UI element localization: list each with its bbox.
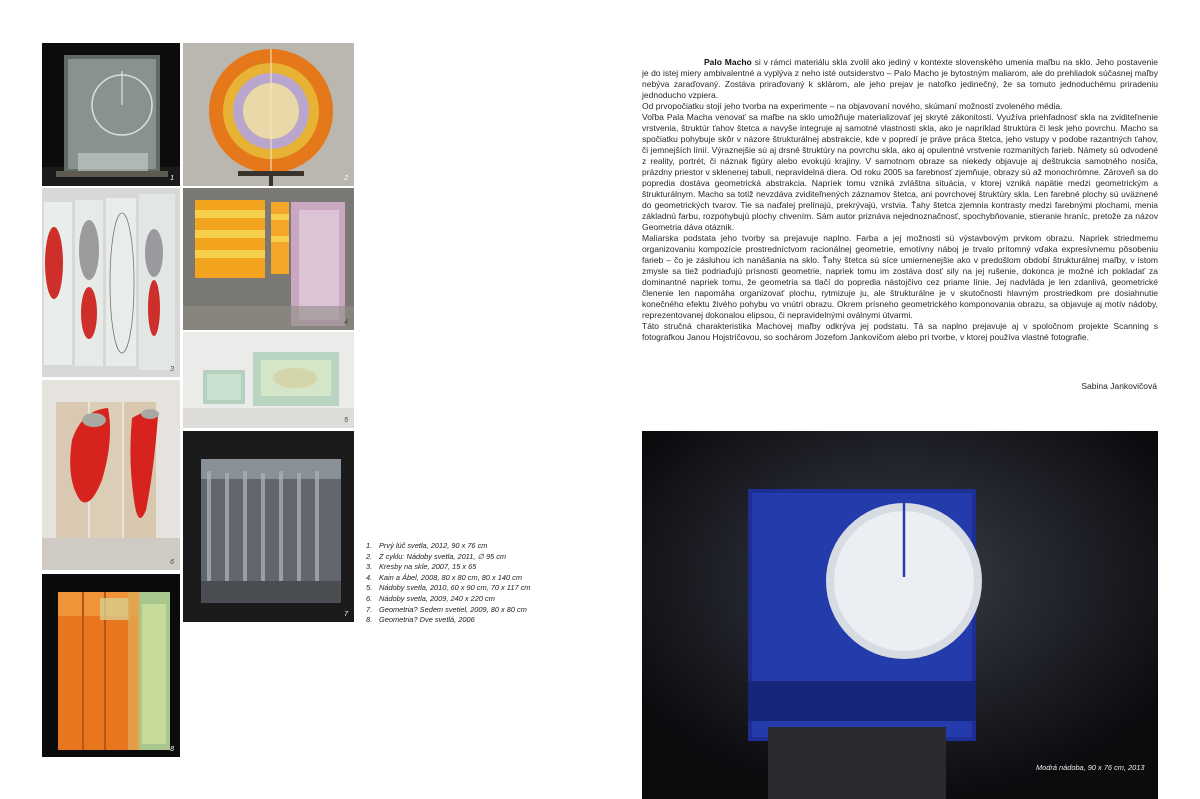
- paragraph: Maliarska podstata jeho tvorby sa prejavuje naplno. Farba a jej možnosti sú výstavbovým prvkom obrazu. Napriek striedmemu organizovaniu kompozície prostredníctvom racionálnej geometrie, emotívny náboj je trvalo prítomný vďaka expresívnemu pôsobeniu farieb – čo je zásluhou ich nanášania na sklo. Ťahy štetca sú síce umiernenejšie ako v predošlom období štrukturálnej maľby, v istom zmysle sa tiež podriaďujú prísnosti geometrie, napriek tomu im zostáva dosť sily na jej rušenie, dokonca je možné ich pokladať za dominantné napriek tomu, že geometria sa tlačí do popredia nástojčivo cez priame línie. Jej nadvláda je len zdanlivá, geometrické členenie len napomáha organizovať plochu, rytmizuje ju, ale štrukturálne je v skutočnosti hlavným prostriedkom pre dosiahnutie konečného efektu živého pohybu vo vnútri obrazu. Okrem prísneho geometrického komponovania obrazu, sa objavuje aj motív nádoby, reprezentovanej dokonalou elipsou, či nepravidelnými oválnymi útvarmi.: [642, 233, 1158, 320]
- author-signature: Sabina Jankovičová: [1081, 381, 1157, 391]
- artist-name: Palo Macho: [704, 57, 752, 67]
- article-text: [642, 57, 1158, 343]
- caption-item: 8. Geometria? Dve svetlá, 2006: [366, 615, 475, 625]
- artwork-photo-4: [183, 188, 354, 330]
- artwork-photo-large: [642, 431, 1158, 799]
- photo-number: 1: [170, 175, 174, 182]
- artwork-photo-3: [42, 188, 180, 377]
- caption-item: 4. Kain a Ábel, 2008, 80 x 80 cm, 80 x 140 cm: [366, 572, 522, 582]
- photo-number: 6: [170, 559, 174, 566]
- caption-item: 6. Nádoby svetla, 2009, 240 x 220 cm: [366, 593, 495, 603]
- photo-number: 3: [170, 366, 174, 373]
- caption-item: 2. Z cyklu: Nádoby svetla, 2011, ∅ 95 cm: [366, 551, 507, 561]
- intro-paragraph: Palo Macho si v rámci materiálu skla zvolil ako jediný v kontexte slovenského umenia maľbu na sklo. Jeho postavenie je do istej miery ambivalentné a vyplýva z neho isté outsiderstvo – Palo Macho je bytostným maliarom, ale do prehliadok súčasnej maľby nebýva zaraďovaný. Zostáva priraďovaný k sklárom, ale jeho prejav je natoľko jedinečný, že sa tomuto jednoduchému priradeniu jednoducho vzpiera.: [642, 57, 1158, 100]
- caption-item: 1. Prvý lúč svetla, 2012, 90 x 76 cm: [366, 541, 488, 550]
- photo-number: 7: [344, 611, 348, 618]
- artwork-photo-2: [183, 43, 354, 186]
- caption-item: 3. Kresby na skle, 2007, 15 x 65: [366, 562, 477, 572]
- artwork-photo-8: [42, 574, 180, 757]
- photo-number: 2: [344, 175, 348, 182]
- large-photo-caption: Modrá nádoba, 90 x 76 cm, 2013: [1036, 763, 1145, 772]
- artwork-photo-7: [183, 431, 354, 622]
- photo-number: 4: [344, 319, 348, 326]
- caption-item: 7. Geometria? Sedem svetiel, 2009, 80 x 80 cm: [366, 604, 527, 614]
- artwork-photo-6: [42, 380, 180, 570]
- paragraph: Táto stručná charakteristika Machovej maľby odkrýva jej podstatu. Tá sa naplno prejavuje aj v spoločnom projekte Scanning s fotografkou Janou Hojstričovou, so sochárom Jozefom Jankovičom alebo pri tvorbe, v ktorej používa vlastné fotografie.: [642, 321, 1158, 342]
- photo-number: 8: [170, 746, 174, 753]
- paragraph: Voľba Pala Macha venovať sa maľbe na sklo umožňuje materializovať jej skryté zákonitosti. Využíva priehľadnosť skla na zviditeľnenie vrstvenia, štruktúr ťahov štetca a navyše integruje aj samotné vlastnosti skla, ako je napríklad štruktúra či lesk jeho povrchu. Macho sa spočiatku pohybuje skôr v názore štrukturálnej abstrakcie, kde v popredí je práve práca štetca, jeho vstupy v podobe razantných ťahov, či jemnejších línií. Výraznejšie sú aj drsné štruktúry na povrchu skla, ako aj opulentné vrstvenie rozmanitých farieb. Námety sú odvodené z reality, portrét, či náznak figúry alebo evokujú krajiny. V samotnom obraze sa niekedy objavuje aj deštrukcia samotného nosiča, prázdny priestor v sklenenej tabuli, nepravidelná diera. Od roku 2005 sa farebnosť zjemňuje, obrazy sú až monochrómne. Zároveň sa do popredia dostáva geometrická abstrakcia. Napríek tomu vzniká zvláštna situácia, v ktorej vzniká napätie medzi geometrickým a štrukturálnym. Macho sa totiž nevzdáva zviditeľnených záznamov štetca, ani povrchovej štruktúry skla. Len farebné plochy sú uväznené do geometrických tvarov. Tie sa naďalej prelínajú, prekrývajú, vrstvia. Ťahy štetca zjemnia kontrasty medzi farebnými plochami, menia základnú farbu, rozpohybujú plochy chvením. Sám autor priznáva nejednoznačnosť, spochybňovanie, stieranie hraníc, pretože za názov Geometria dáva otáznik.: [642, 112, 1158, 232]
- photo-number: 5: [344, 417, 348, 424]
- paragraph: Od prvopočiatku stojí jeho tvorba na experimente – na objavovaní nového, skúmaní možností zvoleného média.: [642, 101, 1063, 111]
- artwork-photo-1: [42, 43, 180, 186]
- caption-item: 5. Nádoby svetla, 2010, 60 x 90 cm, 70 x 117 cm: [366, 583, 531, 593]
- artwork-photo-5: [183, 332, 354, 428]
- photo-captions-list: [366, 541, 530, 626]
